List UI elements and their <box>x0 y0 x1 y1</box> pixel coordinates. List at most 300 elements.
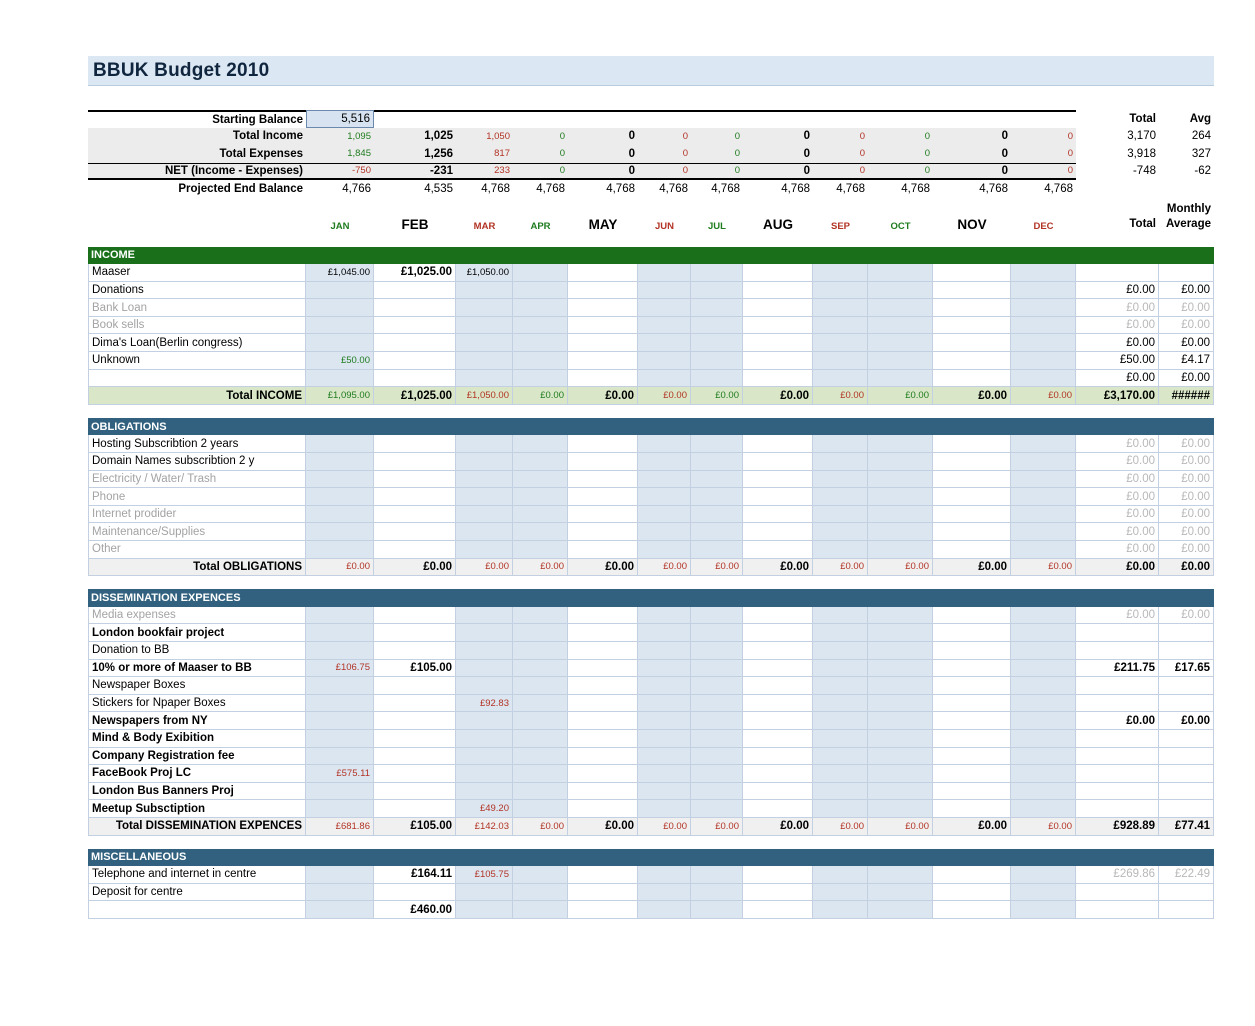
cell-apr[interactable] <box>513 866 568 884</box>
cell-feb[interactable]: £164.11 <box>374 866 456 884</box>
cell-jan[interactable] <box>306 488 374 506</box>
cell-mar[interactable] <box>456 607 513 625</box>
cell-aug[interactable] <box>743 783 813 801</box>
cell-aug[interactable] <box>743 352 813 370</box>
month-header-may[interactable]: MAY <box>588 216 618 232</box>
cell-avg[interactable] <box>1159 765 1214 783</box>
cell-oct[interactable] <box>868 282 933 300</box>
cell-jun[interactable] <box>638 607 691 625</box>
cell-apr[interactable] <box>513 435 568 453</box>
row-label-blank[interactable] <box>88 901 306 919</box>
cell-total[interactable]: £211.75 <box>1076 660 1159 678</box>
cell-may[interactable]: 0 <box>568 128 638 146</box>
cell-jul[interactable] <box>691 488 743 506</box>
cell-aug[interactable] <box>743 901 813 919</box>
cell-jun[interactable] <box>638 541 691 559</box>
cell-avg[interactable] <box>1159 730 1214 748</box>
row-label-electricity-water-trash[interactable]: Electricity / Water/ Trash <box>88 471 306 489</box>
cell-feb[interactable] <box>374 677 456 695</box>
cell-avg[interactable]: -62 <box>1194 165 1211 178</box>
cell-jun[interactable] <box>638 334 691 352</box>
cell-sep[interactable] <box>813 800 868 818</box>
cell-may[interactable] <box>568 695 638 713</box>
cell-nov[interactable] <box>933 264 1011 282</box>
cell-feb[interactable] <box>374 506 456 524</box>
cell-jul[interactable]: 0 <box>691 128 743 146</box>
cell-mar[interactable] <box>456 110 513 128</box>
cell-dec[interactable] <box>1011 506 1076 524</box>
cell-total[interactable] <box>1076 748 1159 766</box>
cell-dec[interactable] <box>1011 334 1076 352</box>
cell-mar[interactable] <box>456 435 513 453</box>
cell-jul[interactable] <box>691 730 743 748</box>
cell-total[interactable]: £0.00 <box>1076 471 1159 489</box>
cell-oct[interactable] <box>868 523 933 541</box>
cell-nov[interactable] <box>933 317 1011 335</box>
cell-apr[interactable] <box>513 523 568 541</box>
cell-feb[interactable] <box>374 317 456 335</box>
cell-jan[interactable] <box>306 730 374 748</box>
cell-jan[interactable] <box>306 523 374 541</box>
cell-jun[interactable] <box>638 352 691 370</box>
cell-oct[interactable] <box>868 317 933 335</box>
cell-total[interactable]: £0.00 <box>1076 607 1159 625</box>
cell-feb[interactable]: 4,535 <box>424 182 453 195</box>
cell-nov[interactable] <box>933 800 1011 818</box>
cell-apr[interactable] <box>513 541 568 559</box>
cell-jul[interactable] <box>691 783 743 801</box>
row-label-blank[interactable] <box>88 370 306 388</box>
cell-jun[interactable] <box>638 765 691 783</box>
cell-avg[interactable] <box>1159 901 1214 919</box>
cell-jan[interactable] <box>306 712 374 730</box>
cell-mar[interactable] <box>456 901 513 919</box>
cell-nov[interactable]: 0 <box>933 163 1011 181</box>
cell-apr[interactable]: 0 <box>513 163 568 181</box>
cell-oct[interactable]: 0 <box>868 145 933 163</box>
cell-nov[interactable] <box>933 884 1011 902</box>
cell-mar[interactable]: £1,050.00 <box>456 387 513 405</box>
cell-aug[interactable] <box>743 748 813 766</box>
section-header-miscellaneous[interactable]: MISCELLANEOUS <box>88 849 1214 867</box>
cell-jun[interactable] <box>638 660 691 678</box>
cell-may[interactable] <box>568 901 638 919</box>
cell-sep[interactable] <box>813 607 868 625</box>
row-label-donations[interactable]: Donations <box>88 282 306 300</box>
cell-dec[interactable] <box>1011 800 1076 818</box>
cell-dec[interactable] <box>1011 677 1076 695</box>
cell-may[interactable] <box>568 352 638 370</box>
cell-aug[interactable] <box>743 110 813 128</box>
cell-apr[interactable]: 0 <box>513 145 568 163</box>
cell-may[interactable] <box>568 506 638 524</box>
cell-sep[interactable] <box>813 901 868 919</box>
row-label-book-sells[interactable]: Book sells <box>88 317 306 335</box>
cell-nov[interactable]: 0 <box>933 128 1011 146</box>
cell-sep[interactable]: £0.00 <box>813 818 868 836</box>
cell-jul[interactable] <box>691 264 743 282</box>
cell-oct[interactable] <box>868 748 933 766</box>
month-header-jun[interactable]: JUN <box>654 220 674 232</box>
row-label-london-bus-banners-proj[interactable]: London Bus Banners Proj <box>88 783 306 801</box>
cell-avg[interactable]: £0.00 <box>1159 541 1214 559</box>
cell-total[interactable]: £0.00 <box>1076 712 1159 730</box>
cell-avg[interactable]: £17.65 <box>1159 660 1214 678</box>
cell-oct[interactable] <box>868 352 933 370</box>
cell-jul[interactable] <box>691 506 743 524</box>
cell-oct[interactable] <box>868 642 933 660</box>
cell-jun[interactable] <box>638 642 691 660</box>
cell-total[interactable]: £0.00 <box>1076 435 1159 453</box>
cell-oct[interactable] <box>868 541 933 559</box>
cell-avg[interactable] <box>1159 800 1214 818</box>
cell-apr[interactable] <box>513 282 568 300</box>
cell-nov[interactable]: £0.00 <box>933 818 1011 836</box>
row-label-bank-loan[interactable]: Bank Loan <box>88 299 306 317</box>
row-label-unknown[interactable]: Unknown <box>88 352 306 370</box>
cell-aug[interactable] <box>743 370 813 388</box>
cell-feb[interactable]: 1,025 <box>374 128 456 146</box>
cell-jan[interactable] <box>306 677 374 695</box>
cell-nov[interactable] <box>933 282 1011 300</box>
cell-jun[interactable] <box>638 748 691 766</box>
cell-jan[interactable]: £106.75 <box>306 660 374 678</box>
cell-apr[interactable] <box>513 264 568 282</box>
cell-nov[interactable] <box>933 334 1011 352</box>
cell-mar[interactable]: 1,050 <box>456 128 513 146</box>
cell-apr[interactable] <box>513 712 568 730</box>
cell-may[interactable]: £0.00 <box>568 818 638 836</box>
cell-apr[interactable] <box>513 765 568 783</box>
cell-jan[interactable] <box>306 435 374 453</box>
cell-apr[interactable] <box>513 488 568 506</box>
cell-aug[interactable] <box>743 695 813 713</box>
cell-sep[interactable] <box>813 488 868 506</box>
cell-total[interactable]: 3,170 <box>1127 130 1156 143</box>
cell-nov[interactable] <box>933 901 1011 919</box>
cell-jun[interactable] <box>638 624 691 642</box>
cell-nov[interactable] <box>933 712 1011 730</box>
cell-avg[interactable] <box>1159 264 1214 282</box>
cell-aug[interactable] <box>743 264 813 282</box>
cell-total[interactable]: £0.00 <box>1076 282 1159 300</box>
cell-jul[interactable] <box>691 453 743 471</box>
cell-jul[interactable] <box>691 607 743 625</box>
cell-sep[interactable] <box>813 453 868 471</box>
row-label-donation-to-bb[interactable]: Donation to BB <box>88 642 306 660</box>
cell-feb[interactable] <box>374 471 456 489</box>
cell-nov[interactable] <box>933 541 1011 559</box>
cell-mar[interactable]: 4,768 <box>481 182 510 195</box>
cell-jan[interactable] <box>306 624 374 642</box>
cell-mar[interactable]: £142.03 <box>456 818 513 836</box>
cell-aug[interactable] <box>743 334 813 352</box>
cell-jun[interactable] <box>638 471 691 489</box>
month-header-feb[interactable]: FEB <box>401 216 429 232</box>
cell-mar[interactable] <box>456 712 513 730</box>
cell-apr[interactable] <box>513 624 568 642</box>
cell-total[interactable]: £0.00 <box>1076 506 1159 524</box>
cell-oct[interactable] <box>868 783 933 801</box>
cell-mar[interactable] <box>456 334 513 352</box>
cell-feb[interactable]: £0.00 <box>374 559 456 577</box>
cell-oct[interactable]: £0.00 <box>868 387 933 405</box>
cell-oct[interactable] <box>868 677 933 695</box>
cell-nov[interactable] <box>933 866 1011 884</box>
cell-feb[interactable] <box>374 352 456 370</box>
cell-mar[interactable] <box>456 884 513 902</box>
month-header-dec[interactable]: DEC <box>1033 220 1054 232</box>
cell-aug[interactable]: 0 <box>743 163 813 181</box>
cell-jun[interactable]: £0.00 <box>638 387 691 405</box>
cell-jan[interactable] <box>306 901 374 919</box>
cell-aug[interactable]: 0 <box>743 145 813 163</box>
cell-nov[interactable]: 0 <box>933 145 1011 163</box>
cell-total[interactable]: £0.00 <box>1076 317 1159 335</box>
cell-nov[interactable] <box>933 642 1011 660</box>
cell-dec[interactable] <box>1011 453 1076 471</box>
cell-oct[interactable] <box>868 901 933 919</box>
cell-sep[interactable] <box>813 110 868 128</box>
cell-apr[interactable] <box>513 506 568 524</box>
cell-aug[interactable] <box>743 435 813 453</box>
cell-avg[interactable]: £0.00 <box>1159 607 1214 625</box>
cell-nov[interactable] <box>933 435 1011 453</box>
cell-jul[interactable] <box>691 110 743 128</box>
cell-jan[interactable] <box>306 884 374 902</box>
cell-avg[interactable]: £0.00 <box>1159 299 1214 317</box>
cell-sep[interactable] <box>813 506 868 524</box>
section-header-income[interactable]: INCOME <box>88 247 1214 265</box>
cell-aug[interactable] <box>743 800 813 818</box>
month-header-aug[interactable]: AUG <box>763 216 793 232</box>
cell-apr[interactable] <box>513 677 568 695</box>
cell-jun[interactable]: 0 <box>638 145 691 163</box>
cell-sep[interactable]: 0 <box>813 163 868 181</box>
row-label-maintenance-supplies[interactable]: Maintenance/Supplies <box>88 523 306 541</box>
cell-dec[interactable] <box>1011 884 1076 902</box>
cell-jul[interactable] <box>691 866 743 884</box>
cell-jul[interactable]: 0 <box>691 145 743 163</box>
cell-avg[interactable] <box>1159 695 1214 713</box>
cell-jun[interactable] <box>638 783 691 801</box>
cell-avg[interactable] <box>1159 642 1214 660</box>
cell-jun[interactable] <box>638 317 691 335</box>
cell-avg[interactable]: £22.49 <box>1159 866 1214 884</box>
cell-aug[interactable]: £0.00 <box>743 818 813 836</box>
month-header-sep[interactable]: SEP <box>830 220 850 232</box>
cell-apr[interactable] <box>513 299 568 317</box>
cell-avg[interactable] <box>1159 180 1214 198</box>
cell-jan[interactable]: £0.00 <box>306 559 374 577</box>
cell-may[interactable] <box>568 435 638 453</box>
cell-feb[interactable] <box>374 695 456 713</box>
cell-dec[interactable] <box>1011 748 1076 766</box>
cell-jul[interactable] <box>691 523 743 541</box>
cell-total[interactable]: £0.00 <box>1076 559 1159 577</box>
cell-jan[interactable] <box>306 866 374 884</box>
cell-avg[interactable]: £0.00 <box>1159 523 1214 541</box>
cell-oct[interactable] <box>868 660 933 678</box>
cell-aug[interactable] <box>743 765 813 783</box>
cell-apr[interactable] <box>513 352 568 370</box>
cell-mar[interactable] <box>456 730 513 748</box>
cell-oct[interactable] <box>868 370 933 388</box>
cell-oct[interactable] <box>868 730 933 748</box>
cell-feb[interactable] <box>374 783 456 801</box>
cell-total[interactable]: £269.86 <box>1076 866 1159 884</box>
cell-may[interactable] <box>568 299 638 317</box>
cell-total[interactable] <box>1076 800 1159 818</box>
summary-label-projected-end-balance[interactable]: Projected End Balance <box>178 182 303 195</box>
cell-may[interactable] <box>568 264 638 282</box>
cell-dec[interactable]: £0.00 <box>1011 818 1076 836</box>
cell-feb[interactable] <box>374 110 456 128</box>
cell-mar[interactable] <box>456 352 513 370</box>
cell-apr[interactable]: 4,768 <box>536 182 565 195</box>
cell-jan[interactable]: £1,045.00 <box>306 264 374 282</box>
cell-dec[interactable] <box>1011 712 1076 730</box>
cell-sep[interactable] <box>813 352 868 370</box>
cell-oct[interactable] <box>868 624 933 642</box>
cell-mar[interactable]: £1,050.00 <box>456 264 513 282</box>
cell-apr[interactable] <box>513 607 568 625</box>
cell-dec[interactable] <box>1011 901 1076 919</box>
cell-mar[interactable] <box>456 506 513 524</box>
cell-avg[interactable]: £0.00 <box>1159 334 1214 352</box>
cell-avg[interactable]: £0.00 <box>1159 471 1214 489</box>
cell-apr[interactable] <box>513 695 568 713</box>
cell-may[interactable] <box>568 866 638 884</box>
cell-oct[interactable] <box>868 471 933 489</box>
cell-aug[interactable]: 0 <box>743 128 813 146</box>
cell-oct[interactable] <box>868 607 933 625</box>
cell-oct[interactable]: £0.00 <box>868 818 933 836</box>
cell-jun[interactable] <box>638 453 691 471</box>
cell-jan[interactable] <box>306 317 374 335</box>
cell-avg[interactable]: £0.00 <box>1159 435 1214 453</box>
cell-jul[interactable] <box>691 541 743 559</box>
cell-may[interactable] <box>568 783 638 801</box>
cell-avg[interactable] <box>1159 748 1214 766</box>
month-header-jan[interactable]: JAN <box>330 220 350 232</box>
row-label-deposit-for-centre[interactable]: Deposit for centre <box>88 884 306 902</box>
cell-feb[interactable] <box>374 282 456 300</box>
cell-jan[interactable] <box>306 800 374 818</box>
cell-nov[interactable] <box>933 783 1011 801</box>
cell-jun[interactable] <box>638 110 691 128</box>
cell-apr[interactable] <box>513 901 568 919</box>
cell-oct[interactable] <box>868 453 933 471</box>
cell-feb[interactable]: £460.00 <box>374 901 456 919</box>
cell-feb[interactable] <box>374 453 456 471</box>
section-header-obligations[interactable]: OBLIGATIONS <box>88 418 1214 436</box>
row-label-newspapers-from-ny[interactable]: Newspapers from NY <box>88 712 306 730</box>
cell-sep[interactable] <box>813 695 868 713</box>
cell-oct[interactable] <box>868 264 933 282</box>
cell-jul[interactable] <box>691 282 743 300</box>
cell-jun[interactable] <box>638 523 691 541</box>
cell-dec[interactable] <box>1011 264 1076 282</box>
cell-apr[interactable] <box>513 471 568 489</box>
cell-may[interactable]: £0.00 <box>568 387 638 405</box>
cell-oct[interactable]: 0 <box>868 128 933 146</box>
cell-nov[interactable] <box>933 523 1011 541</box>
cell-nov[interactable] <box>933 471 1011 489</box>
row-label-telephone-and-internet-in-centre[interactable]: Telephone and internet in centre <box>88 866 306 884</box>
cell-jan[interactable]: £1,095.00 <box>306 387 374 405</box>
cell-oct[interactable] <box>868 712 933 730</box>
cell-total[interactable] <box>1076 730 1159 748</box>
cell-dec[interactable] <box>1011 471 1076 489</box>
cell-apr[interactable]: 0 <box>513 128 568 146</box>
cell-aug[interactable] <box>743 471 813 489</box>
cell-oct[interactable] <box>868 506 933 524</box>
cell-jul[interactable]: £0.00 <box>691 818 743 836</box>
cell-jul[interactable] <box>691 884 743 902</box>
cell-jan[interactable]: £681.86 <box>306 818 374 836</box>
cell-sep[interactable] <box>813 642 868 660</box>
cell-total[interactable] <box>1076 765 1159 783</box>
cell-total[interactable] <box>1076 884 1159 902</box>
cell-jan[interactable]: -750 <box>306 163 374 181</box>
cell-aug[interactable] <box>743 712 813 730</box>
cell-feb[interactable] <box>374 435 456 453</box>
cell-apr[interactable] <box>513 453 568 471</box>
cell-jan[interactable] <box>306 783 374 801</box>
cell-may[interactable] <box>568 541 638 559</box>
cell-oct[interactable]: 4,768 <box>901 182 930 195</box>
cell-nov[interactable]: £0.00 <box>933 387 1011 405</box>
row-label-total-dissemination-expences[interactable]: Total DISSEMINATION EXPENCES <box>88 818 306 836</box>
cell-jan[interactable] <box>306 334 374 352</box>
cell-jan[interactable] <box>306 299 374 317</box>
cell-dec[interactable]: 0 <box>1011 163 1076 181</box>
row-label-meetup-subsctiption[interactable]: Meetup Subsctiption <box>88 800 306 818</box>
cell-jun[interactable]: 0 <box>638 163 691 181</box>
cell-apr[interactable] <box>513 370 568 388</box>
cell-dec[interactable] <box>1011 370 1076 388</box>
cell-total[interactable]: £3,170.00 <box>1076 387 1159 405</box>
cell-nov[interactable]: 4,768 <box>979 182 1008 195</box>
cell-jun[interactable] <box>638 506 691 524</box>
cell-aug[interactable]: £0.00 <box>743 387 813 405</box>
cell-total[interactable] <box>1076 180 1159 198</box>
cell-jan[interactable] <box>306 471 374 489</box>
cell-may[interactable] <box>568 370 638 388</box>
cell-dec[interactable] <box>1011 730 1076 748</box>
cell-feb[interactable]: 1,256 <box>374 145 456 163</box>
cell-may[interactable] <box>568 607 638 625</box>
cell-oct[interactable] <box>868 800 933 818</box>
cell-apr[interactable] <box>513 110 568 128</box>
cell-may[interactable] <box>568 110 638 128</box>
row-label-mind-body-exibition[interactable]: Mind & Body Exibition <box>88 730 306 748</box>
cell-jun[interactable] <box>638 712 691 730</box>
cell-apr[interactable] <box>513 642 568 660</box>
cell-jul[interactable] <box>691 695 743 713</box>
cell-sep[interactable]: 0 <box>813 128 868 146</box>
cell-feb[interactable] <box>374 624 456 642</box>
row-label-facebook-proj-lc[interactable]: FaceBook Proj LC <box>88 765 306 783</box>
cell-total[interactable] <box>1076 695 1159 713</box>
cell-dec[interactable] <box>1011 765 1076 783</box>
cell-total[interactable]: £0.00 <box>1076 453 1159 471</box>
cell-jul[interactable]: 4,768 <box>711 182 740 195</box>
cell-mar[interactable] <box>456 624 513 642</box>
cell-mar[interactable]: 233 <box>456 163 513 181</box>
cell-jan[interactable] <box>306 748 374 766</box>
